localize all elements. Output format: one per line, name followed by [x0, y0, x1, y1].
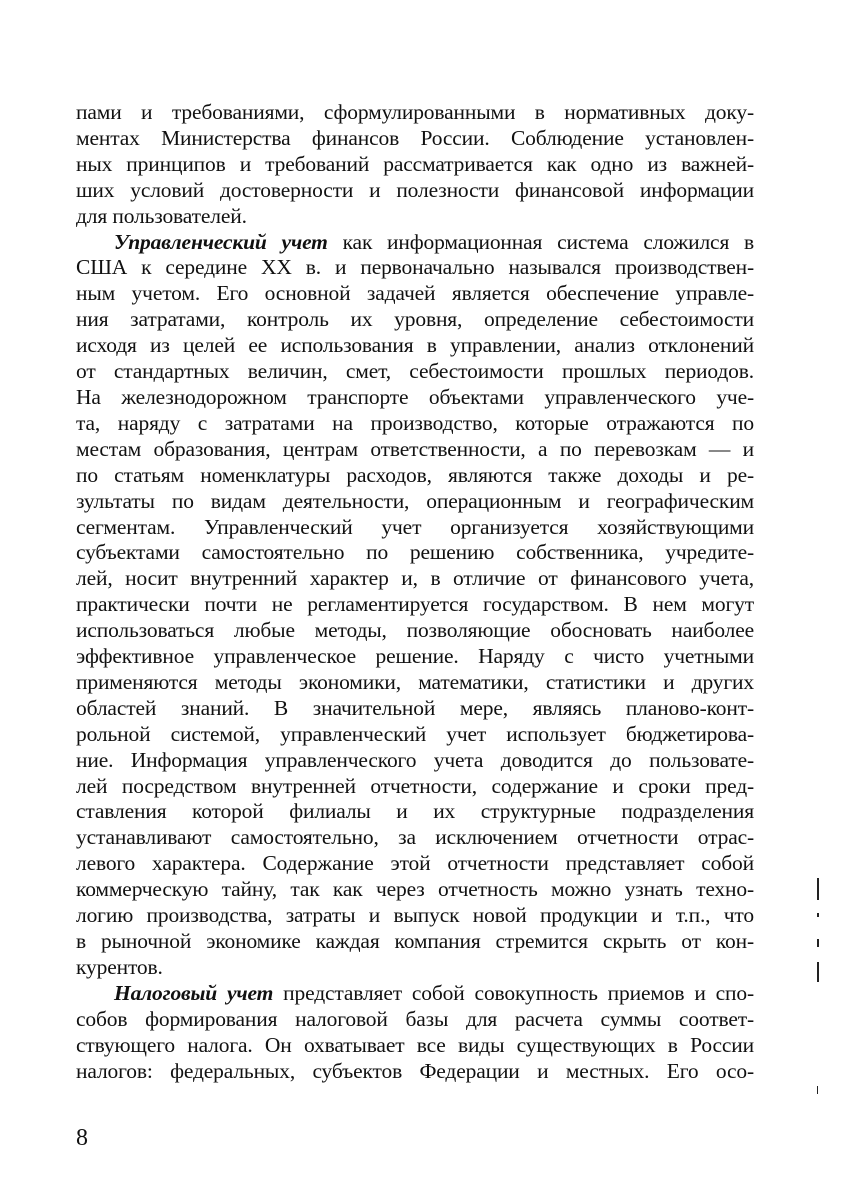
line-text: практически почти не регламентируется государством. В нем могут: [76, 592, 754, 617]
body-text: [76, 100, 754, 1084]
line-text: зультаты по видам деятельности, операционным и географическим: [76, 488, 754, 513]
scan-mark: [817, 962, 819, 982]
text-line: [76, 903, 754, 929]
text-line: [76, 230, 754, 256]
line-text: логию производства, затраты и выпуск новой продукции и т.п., что: [76, 903, 754, 928]
line-text: коммерческую тайну, так как через отчетность можно узнать техно-: [76, 877, 754, 902]
scan-mark: [817, 939, 819, 947]
line-text: ние. Информация управленческого учета доводится до пользовате-: [76, 747, 754, 772]
scan-mark: [817, 1086, 818, 1094]
text-line: [76, 722, 754, 748]
line-text: как информационная система сложился в: [327, 229, 754, 254]
line-text: ментах Министерства финансов России. Соблюдение установлен-: [76, 125, 754, 150]
text-line: [76, 592, 754, 618]
text-line: [76, 281, 754, 307]
text-line: [76, 437, 754, 463]
text-line: [76, 929, 754, 955]
line-text: исходя из целей ее использования в управлении, анализ отклонений: [76, 333, 754, 358]
text-line: [76, 825, 754, 851]
text-line: [76, 618, 754, 644]
line-text: ным учетом. Его основной задачей является обеспечение управле-: [76, 281, 754, 306]
text-line: [76, 799, 754, 825]
line-text: по статьям номенклатуры расходов, являются также доходы и ре-: [76, 462, 754, 487]
line-text: левого характера. Содержание этой отчетности представляет собой: [76, 851, 754, 876]
text-line: [76, 955, 754, 981]
text-line: [76, 385, 754, 411]
line-text: ния затратами, контроль их уровня, определение себестоимости: [76, 307, 754, 332]
text-line: [76, 178, 754, 204]
text-line: [76, 644, 754, 670]
text-line: [76, 307, 754, 333]
text-line: [76, 748, 754, 774]
text-line: [76, 877, 754, 903]
line-text: та, наряду с затратами на производство, которые отражаются по: [76, 410, 754, 435]
line-text: эффективное управленческое решение. Наряду с чисто учетными: [76, 644, 754, 669]
line-text: налогов: федеральных, субъектов Федерации и местных. Его осо-: [76, 1058, 754, 1083]
text-line: [76, 126, 754, 152]
text-line: [76, 981, 754, 1007]
term-heading: Налоговый учет: [114, 980, 274, 1005]
text-line: [76, 489, 754, 515]
line-text: ствующего налога. Он охватывает все виды существующих в России: [76, 1032, 754, 1057]
line-text: субъектами самостоятельно по решению собственника, учредите-: [76, 540, 754, 565]
line-text: ставления которой филиалы и их структурные подразделения: [76, 799, 754, 824]
line-text: собов формирования налоговой базы для расчета суммы соответ-: [76, 1006, 754, 1031]
line-text: областей знаний. В значительной мере, являясь планово-конт-: [76, 695, 754, 720]
text-line: [76, 152, 754, 178]
line-text: представляет собой совокупность приемов и спо-: [273, 980, 754, 1005]
text-line: [76, 540, 754, 566]
line-text: США к середине XX в. и первоначально назывался производствен-: [76, 255, 754, 280]
text-line: [76, 515, 754, 541]
line-text: сегментам. Управленческий учет организуется хозяйствующими: [76, 514, 754, 539]
text-line: [76, 359, 754, 385]
text-line: [76, 851, 754, 877]
text-line: [76, 1059, 754, 1085]
line-text: местам образования, центрам ответственности, а по перевозкам — и: [76, 436, 754, 461]
text-line: [76, 670, 754, 696]
line-text: На железнодорожном транспорте объектами управленческого уче-: [76, 384, 754, 409]
text-line: [76, 463, 754, 489]
line-text: устанавливают самостоятельно, за исключением отчетности отрас-: [76, 825, 754, 850]
scan-mark: [817, 913, 819, 917]
text-line: [76, 566, 754, 592]
line-text: ных принципов и требований рассматривается как одно из важней-: [76, 151, 754, 176]
text-line: [76, 411, 754, 437]
line-text: от стандартных величин, смет, себестоимости прошлых периодов.: [76, 359, 754, 384]
line-text: лей посредством внутренней отчетности, содержание и сроки пред-: [76, 773, 754, 798]
text-line: [76, 333, 754, 359]
term-heading: Управленческий учет: [114, 229, 328, 254]
text-line: [76, 1033, 754, 1059]
line-text: курентов.: [76, 954, 163, 979]
scan-mark: [817, 878, 819, 900]
line-text: ших условий достоверности и полезности финансовой информации: [76, 177, 754, 202]
line-text: пами и требованиями, сформулированными в нормативных доку-: [76, 100, 754, 124]
line-text: для пользователей.: [76, 203, 247, 228]
line-text: рольной системой, управленческий учет использует бюджетирова-: [76, 721, 754, 746]
text-line: [76, 255, 754, 281]
line-text: использоваться любые методы, позволяющие обосновать наиболее: [76, 618, 754, 643]
text-line: [76, 696, 754, 722]
line-text: в рыночной экономике каждая компания стремится скрыть от кон-: [76, 929, 754, 953]
text-line: [76, 100, 754, 126]
text-line: [76, 774, 754, 800]
page-number: 8: [76, 1125, 88, 1151]
line-text: лей, носит внутренний характер и, в отличие от финансового учета,: [76, 566, 754, 591]
text-line: [76, 1007, 754, 1033]
text-line: [76, 204, 754, 230]
line-text: применяются методы экономики, математики, статистики и других: [76, 669, 754, 694]
